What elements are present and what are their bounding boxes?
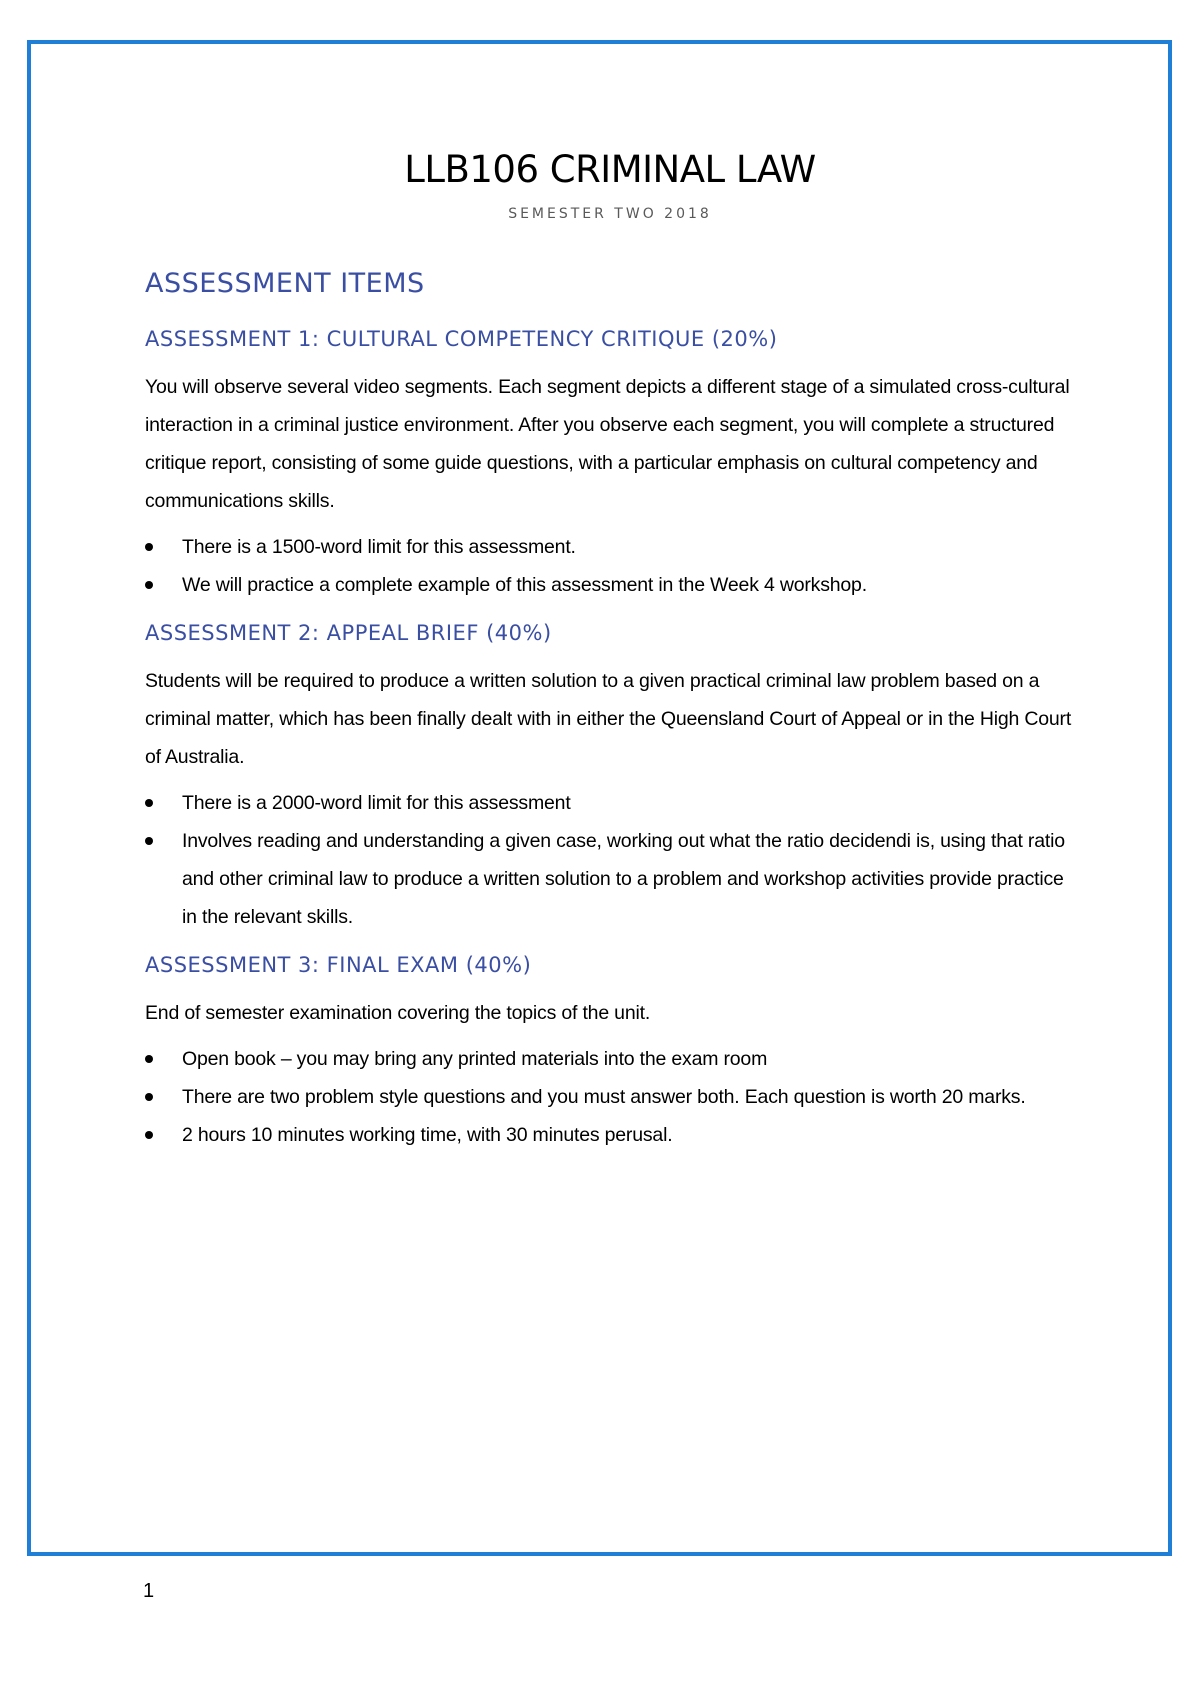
list-item-text: Open book – you may bring any printed materials into the exam room [182,1048,768,1070]
page-number: 1 [143,1580,155,1602]
list-item [145,1040,1075,1078]
list-item [145,1078,1075,1116]
assessment-1-bullet-list [145,528,1075,604]
document-body [145,140,1075,1154]
assessment-3-description: End of semester examination covering the topics of the unit. [145,1002,651,1024]
assessment-3-bullet-list [145,1040,1075,1154]
list-item-text: There is a 1500-word limit for this assessment. [182,536,576,558]
assessment-1-heading: ASSESSMENT 1: CULTURAL COMPETENCY CRITIQUE (20%) [145,327,778,351]
list-item-text: Involves reading and understanding a given case, working out what the ratio decidendi is, using that ratio and other criminal law to produce a written solution to a problem and workshop activities provide practice in the relevant skills. [182,830,1065,928]
list-item [145,528,1075,566]
bullet-icon [145,837,153,845]
assessment-2-heading: ASSESSMENT 2: APPEAL BRIEF (40%) [145,621,552,645]
list-item [145,566,1075,604]
assessment-2-description: Students will be required to produce a written solution to a given practical criminal law problem based on a criminal matter, which has been finally dealt with in either the Queensland Court of Appeal or in the High Court of Australia. [145,670,1072,768]
list-item-text: We will practice a complete example of this assessment in the Week 4 workshop. [182,574,867,596]
section-heading-assessment-items: ASSESSMENT ITEMS [145,268,425,299]
bullet-icon [145,581,153,589]
assessment-3-heading: ASSESSMENT 3: FINAL EXAM (40%) [145,953,532,977]
assessment-1-description: You will observe several video segments. Each segment depicts a different stage of a simulated cross-cultural interaction in a criminal justice environment. After you observe each segment, you will complete a structured critique report, consisting of some guide questions, with a particular emphasis on cultural competency and communications skills. [145,376,1070,512]
bullet-icon [145,1055,153,1063]
bullet-icon [145,799,153,807]
bullet-icon [145,1093,153,1101]
list-item-text: There are two problem style questions and you must answer both. Each question is worth 20 marks. [182,1086,1026,1108]
list-item-text: 2 hours 10 minutes working time, with 30 minutes perusal. [182,1124,673,1146]
list-item-text: There is a 2000-word limit for this assessment [182,792,571,814]
bullet-icon [145,543,153,551]
bullet-icon [145,1131,153,1139]
document-title: LLB106 CRIMINAL LAW [404,148,816,191]
assessment-2-bullet-list [145,784,1075,936]
list-item [145,1116,1075,1154]
document-subtitle: SEMESTER TWO 2018 [508,206,712,222]
list-item [145,784,1075,822]
list-item [145,822,1075,936]
